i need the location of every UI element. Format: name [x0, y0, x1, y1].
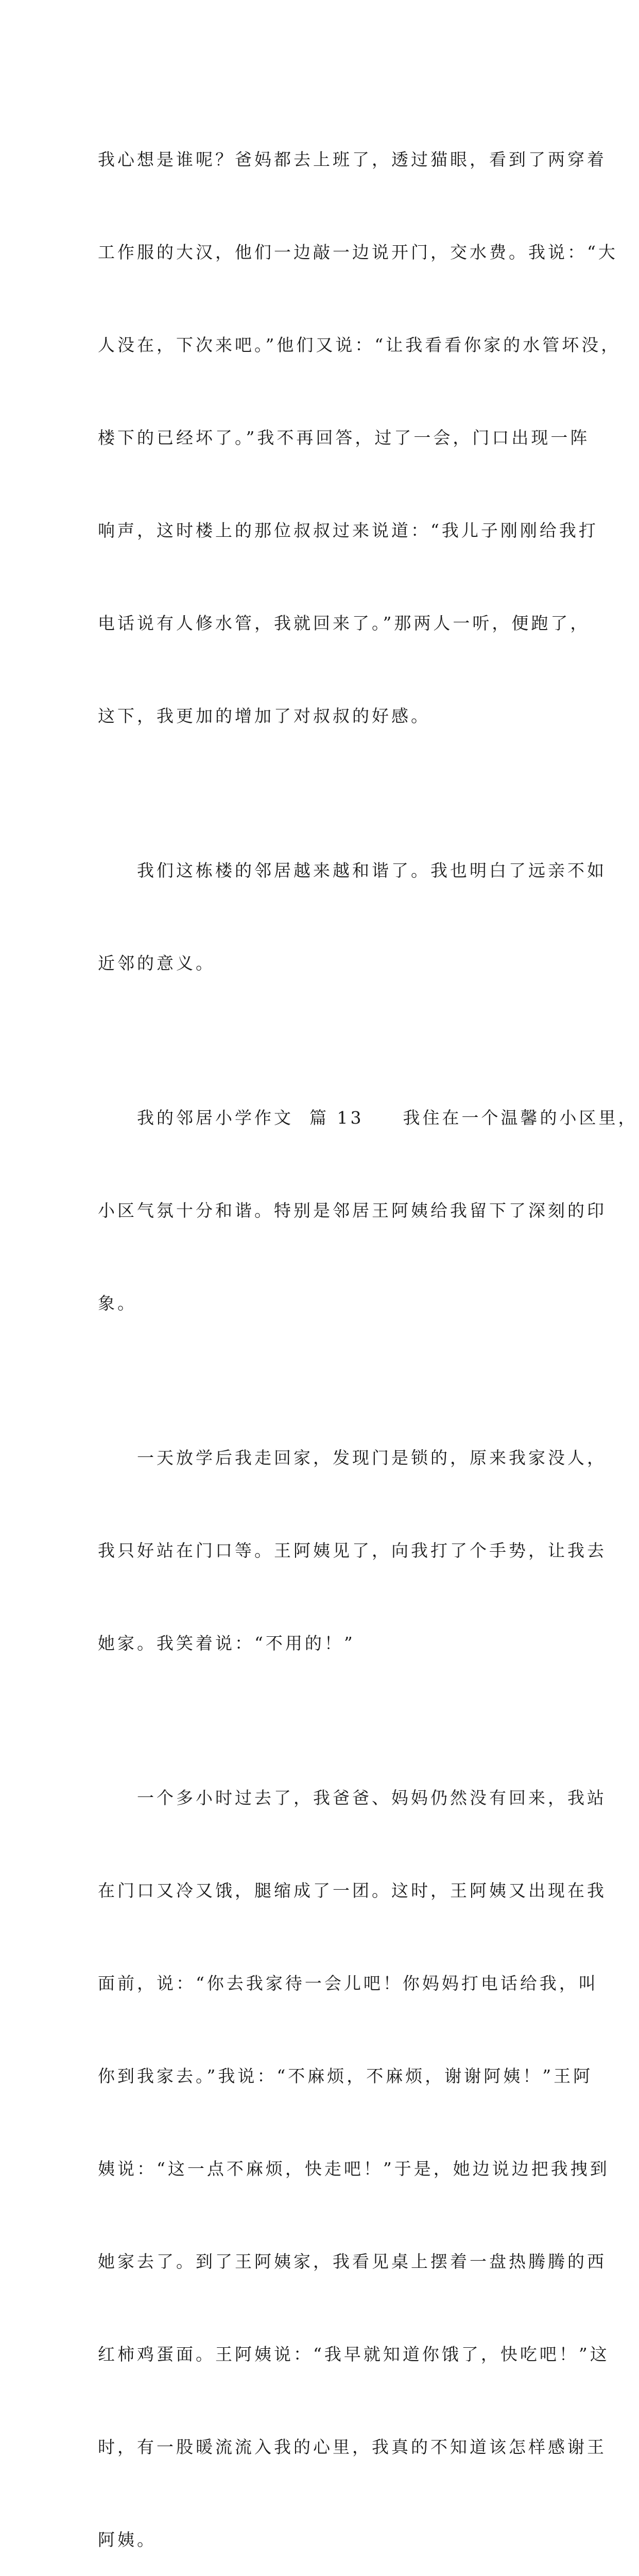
- text-line: 人没在，下次来吧。”他们又说：“让我看看你家的水管坏没，: [98, 335, 621, 355]
- text-line: 象。: [98, 1293, 137, 1313]
- paragraph-5: [98, 1721, 610, 2576]
- paragraph-3: [98, 1041, 638, 1381]
- text-line: 姨说：“这一点不麻烦，快走吧！”于是，她边说边把我拽到: [98, 2159, 610, 2179]
- text-line: 面前，说：“你去我家待一会儿吧！你妈妈打电话给我，叫: [98, 1973, 598, 1993]
- text-line: 一天放学后我走回家，发现门是锁的，原来我家没人，: [98, 1448, 607, 1468]
- text-line: 响声，这时楼上的那位叔叔过来说道：“我儿子刚刚给我打: [98, 520, 598, 540]
- text-line: 她家。我笑着说：“不用的！”: [98, 1633, 355, 1653]
- text-line: 楼下的已经坏了。”我不再回答，过了一会，门口出现一阵: [98, 428, 590, 448]
- text-line: 她家去了。到了王阿姨家，我看见桌上摆着一盘热腾腾的西: [98, 2251, 607, 2272]
- paragraph-4: [98, 1381, 607, 1721]
- text-line: 小区气氛十分和谐。特别是邻居王阿姨给我留下了深刻的印: [98, 1200, 607, 1221]
- text-line: 在门口又冷又饿，腿缩成了一团。这时，王阿姨又出现在我: [98, 1880, 607, 1901]
- text-line: 时，有一股暖流流入我的心里，我真的不知道该怎样感谢王: [98, 2437, 607, 2457]
- text-line: 我的邻居小学作文 篇 13 我住在一个温馨的小区里，: [98, 1108, 638, 1128]
- text-line: 我只好站在门口等。王阿姨见了，向我打了个手势，让我去: [98, 1540, 607, 1561]
- text-line: 红柿鸡蛋面。王阿姨说：“我早就知道你饿了，快吃吧！”这: [98, 2344, 610, 2364]
- text-line: 这下，我更加的增加了对叔叔的好感。: [98, 706, 430, 726]
- text-line: 你到我家去。”我说：“不麻烦，不麻烦，谢谢阿姨！”王阿: [98, 2066, 593, 2086]
- text-line: 我心想是谁呢？爸妈都去上班了，透过猫眼，看到了两穿着: [98, 149, 607, 170]
- text-line: 我们这栋楼的邻居越来越和谐了。我也明白了远亲不如: [98, 860, 607, 880]
- paragraph-2: [98, 793, 607, 1041]
- text-line: 工作服的大汉，他们一边敲一边说开门，交水费。我说：“大: [98, 242, 618, 262]
- text-line: 一个多小时过去了，我爸爸、妈妈仍然没有回来，我站: [98, 1788, 607, 1808]
- paragraph-1: [98, 82, 621, 793]
- text-line: 电话说有人修水管，我就回来了。”那两人一听，便跑了，: [98, 613, 590, 633]
- essay-text: [98, 82, 638, 2576]
- text-line: 近邻的意义。: [98, 953, 215, 973]
- text-line: 阿姨。: [98, 2530, 157, 2550]
